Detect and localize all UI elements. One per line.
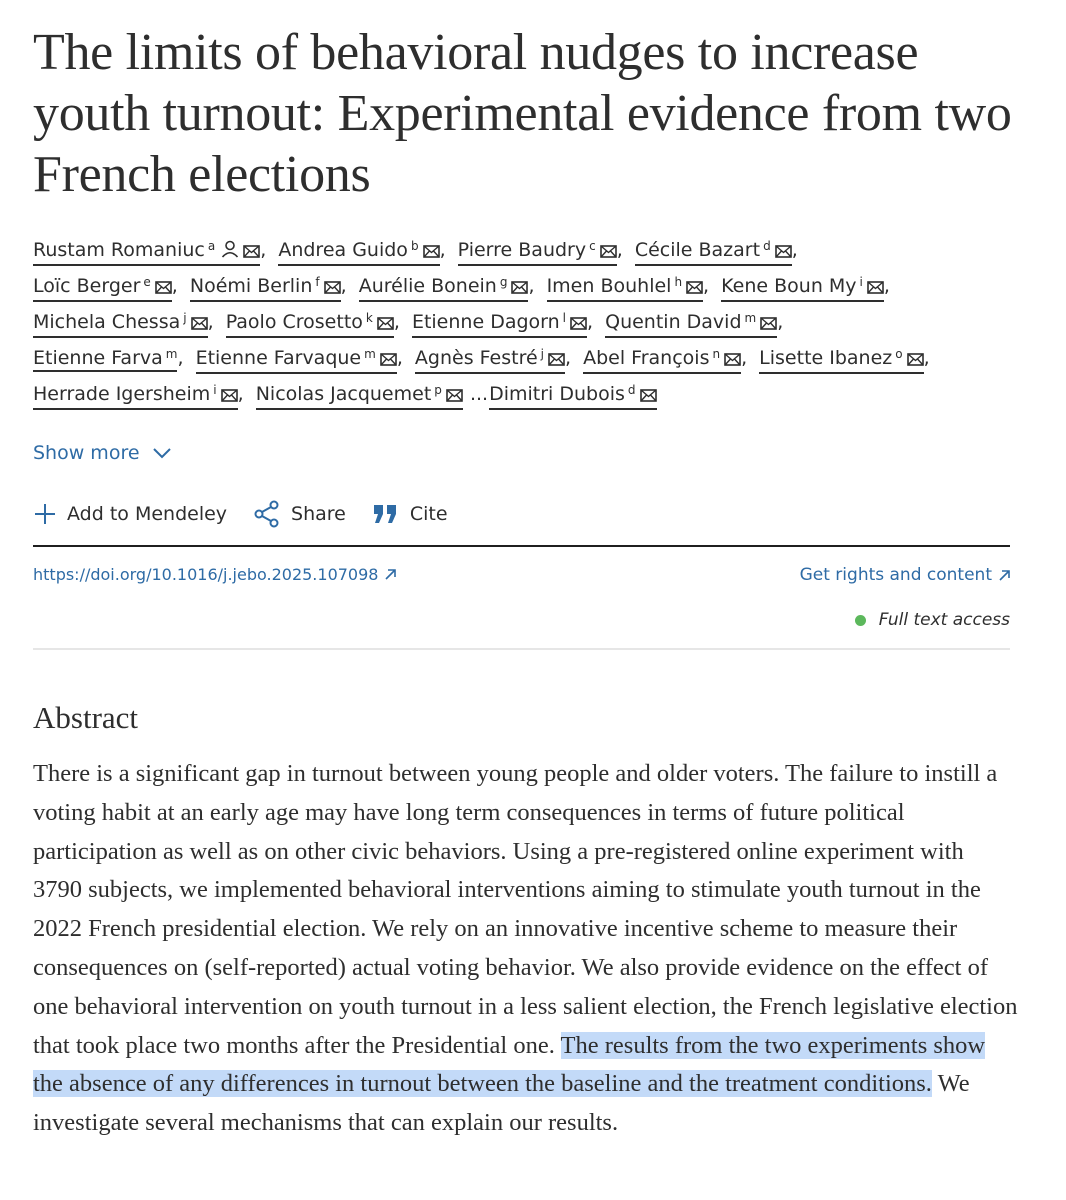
divider	[33, 545, 1010, 547]
author-separator: ,	[616, 239, 623, 261]
abstract-heading: Abstract	[33, 700, 139, 735]
author-separator: ,	[565, 347, 572, 369]
mail-icon	[867, 277, 884, 299]
author-line	[33, 304, 1023, 340]
mail-icon	[640, 385, 657, 407]
doi-link[interactable]	[33, 565, 396, 584]
author-separator: ,	[777, 311, 784, 333]
author-name: Michela Chessa	[33, 311, 181, 333]
author-separator: ,	[393, 311, 400, 333]
author-name: Lisette Ibanez	[759, 347, 893, 369]
author-link[interactable]	[489, 379, 656, 410]
author-name: Dimitri Dubois	[489, 383, 625, 405]
author-name: Abel François	[583, 347, 710, 369]
author-line	[33, 376, 1023, 412]
author-name: Pierre Baudry	[457, 239, 587, 261]
mail-icon	[377, 313, 394, 335]
mail-icon	[775, 241, 792, 263]
author-separator: ,	[207, 311, 214, 333]
add-to-mendeley-button[interactable]	[33, 502, 227, 526]
author-affiliation-sup: m	[364, 347, 376, 361]
author-affiliation-sup: h	[674, 275, 683, 289]
author-affiliation-sup: n	[712, 347, 721, 361]
mail-icon	[243, 241, 260, 263]
author-affiliation-sup: c	[589, 239, 596, 253]
author-separator: ,	[177, 347, 184, 369]
author-separator: ,	[923, 347, 930, 369]
author-affiliation-sup: j	[540, 347, 545, 361]
mail-icon	[380, 349, 397, 371]
author-affiliation-sup: d	[763, 239, 771, 253]
mail-icon	[907, 349, 924, 371]
mail-icon	[548, 349, 565, 371]
author-affiliation-sup: i	[213, 383, 217, 397]
abstract-text-before: There is a significant gap in turnout between young people and older voters. The failure to instill a voting habit at an early age may have long term consequences in terms of future political participation as well as on other civic behaviors. Using a pre-registered online experiment with 3790 subjects, we implemented behavioral interventions aiming to stimulate youth turnout in the 2022 French presidential election. We rely on an innovative incentive scheme to measure their consequences on (self-reported) actual voting behavior. We also provide evidence on the effect of one behavioral intervention on youth turnout in a less salient election, the French legislative election that took place two months after the Presidential one.	[33, 760, 1018, 1059]
author-affiliation-sup: e	[143, 275, 151, 289]
author-name: Herrade Igersheim	[33, 383, 211, 405]
author-name: Etienne Farva	[33, 347, 163, 369]
author-name: Nicolas Jacquemet	[255, 383, 432, 405]
quote-icon	[372, 503, 400, 525]
abstract-text	[33, 755, 1018, 1143]
external-link-icon	[385, 569, 396, 580]
mail-icon	[324, 277, 341, 299]
external-link-icon	[999, 570, 1010, 581]
author-affiliation-sup: g	[499, 275, 508, 289]
author-affiliation-sup: d	[627, 383, 636, 397]
author-separator: ,	[396, 347, 403, 369]
author-name: Imen Bouhlel	[546, 275, 672, 297]
abstract-text-after: We investigate several mechanisms that can explain our results.	[33, 1070, 970, 1137]
article-actions	[33, 500, 474, 528]
author-affiliation-sup: k	[365, 311, 373, 325]
rights-link[interactable]	[800, 565, 1010, 585]
mail-icon	[155, 277, 172, 299]
author-link[interactable]	[759, 343, 923, 374]
author-separator: ,	[791, 239, 798, 261]
author-list	[33, 232, 1023, 412]
author-link[interactable]	[412, 307, 587, 338]
access-dot-icon	[855, 615, 866, 626]
doi-text: https://doi.org/10.1016/j.jebo.2025.107098	[33, 565, 379, 584]
author-separator: ,	[340, 275, 347, 297]
author-link[interactable]	[196, 343, 397, 374]
access-label: Full text access	[878, 610, 1010, 630]
author-link[interactable]	[415, 343, 565, 374]
author-separator: ,	[703, 275, 710, 297]
author-link[interactable]	[605, 307, 777, 338]
author-link[interactable]	[33, 343, 177, 372]
mendeley-label: Add to Mendeley	[67, 503, 228, 525]
author-name: Etienne Farvaque	[195, 347, 362, 369]
cite-label: Cite	[409, 503, 448, 525]
author-affiliation-sup: l	[562, 311, 567, 325]
author-link[interactable]	[33, 307, 208, 338]
author-affiliation-sup: m	[744, 311, 757, 325]
author-separator: ,	[528, 275, 535, 297]
mail-icon	[686, 277, 703, 299]
author-name: Kene Boun My	[721, 275, 857, 297]
author-affiliation-sup: p	[434, 383, 442, 397]
chevron-down-icon	[152, 447, 172, 459]
author-name: Andrea Guido	[278, 239, 408, 261]
author-link[interactable]	[278, 235, 439, 266]
author-link[interactable]	[226, 307, 394, 338]
author-name: Aurélie Bonein	[358, 275, 497, 297]
mail-icon	[191, 313, 208, 335]
author-ellipsis: ...	[469, 383, 489, 405]
mail-icon	[511, 277, 528, 299]
author-link[interactable]	[190, 271, 341, 302]
author-name: Etienne Dagorn	[411, 311, 560, 333]
plus-icon	[33, 502, 57, 526]
rights-text: Get rights and content	[799, 565, 992, 585]
author-affiliation-sup: i	[859, 275, 863, 289]
person-icon	[221, 240, 239, 263]
author-name: Noémi Berlin	[189, 275, 313, 297]
mail-icon	[446, 385, 463, 407]
author-separator: ,	[260, 239, 267, 261]
author-separator: ,	[171, 275, 178, 297]
mail-icon	[724, 349, 741, 371]
divider	[33, 648, 1010, 650]
mail-icon	[570, 313, 587, 335]
author-affiliation-sup: a	[207, 239, 216, 253]
author-link[interactable]	[458, 235, 617, 266]
show-more-label: Show more	[33, 442, 140, 464]
show-more-button[interactable]	[33, 442, 172, 464]
author-affiliation-sup: o	[895, 347, 903, 361]
author-name: Quentin David	[605, 311, 742, 333]
mail-icon	[423, 241, 440, 263]
author-name: Loïc Berger	[33, 275, 141, 297]
author-link[interactable]	[33, 379, 238, 410]
author-affiliation-sup: j	[183, 311, 187, 325]
author-affiliation-sup: b	[410, 239, 419, 253]
author-link[interactable]	[33, 271, 172, 302]
share-label: Share	[291, 503, 346, 525]
author-separator: ,	[741, 347, 748, 369]
cite-button[interactable]	[372, 503, 448, 525]
author-separator: ,	[439, 239, 446, 261]
author-name: Paolo Crosetto	[225, 311, 363, 333]
share-button[interactable]	[253, 500, 346, 528]
abstract-highlighted-text: The results from the two experiments show the absence of any differences in turnout between the baseline and the treatment conditions.	[33, 1031, 986, 1098]
author-affiliation-sup: m	[165, 347, 178, 361]
mail-icon	[600, 241, 617, 263]
author-link[interactable]	[359, 271, 529, 302]
author-name: Rustam Romaniuc	[33, 239, 205, 261]
access-status	[855, 610, 1010, 630]
author-affiliation-sup: f	[315, 275, 320, 289]
author-line	[33, 268, 1023, 304]
author-line	[33, 340, 1023, 376]
article-title: The limits of behavioral nudges to increase youth turnout: Experimental evidence from two French elections	[33, 24, 1012, 203]
mail-icon	[760, 313, 777, 335]
author-name: Agnès Festré	[414, 347, 538, 369]
author-link[interactable]	[33, 235, 260, 266]
author-name: Cécile Bazart	[634, 239, 761, 261]
author-link[interactable]	[583, 343, 741, 374]
author-link[interactable]	[547, 271, 703, 302]
author-link[interactable]	[635, 235, 792, 266]
author-separator: ,	[587, 311, 594, 333]
mail-icon	[221, 385, 238, 407]
author-separator: ,	[237, 383, 244, 405]
share-icon	[253, 500, 281, 528]
author-link[interactable]	[721, 271, 884, 302]
author-separator: ,	[883, 275, 890, 297]
author-line	[33, 232, 1023, 268]
author-link[interactable]	[256, 379, 463, 410]
